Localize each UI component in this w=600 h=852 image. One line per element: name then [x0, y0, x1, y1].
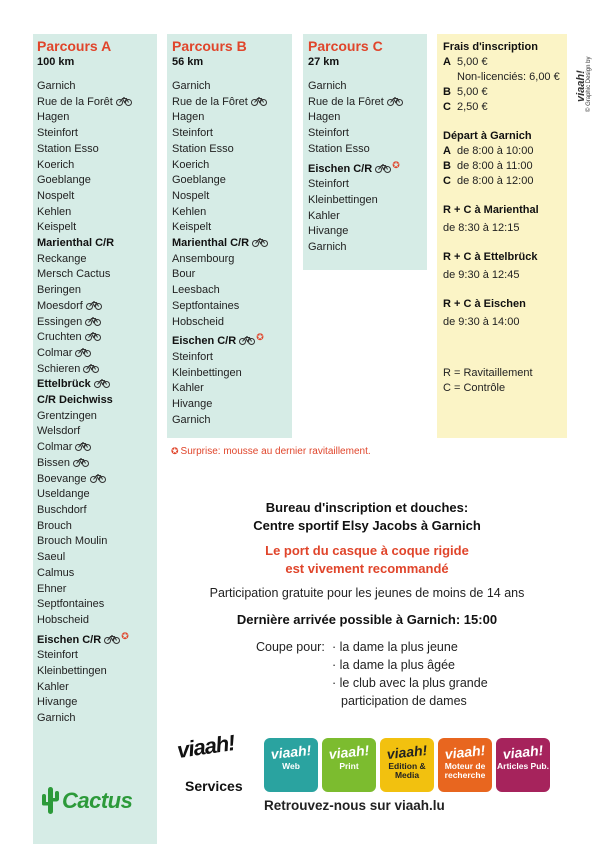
coupe-list [332, 638, 488, 710]
route-stop-name: Saeul [37, 551, 66, 564]
bicycle-icon [252, 238, 268, 247]
coupe-item: · la dame la plus âgée [332, 658, 455, 672]
route-stop [37, 648, 157, 664]
route-stop-name: Kleinbettingen [308, 193, 378, 206]
route-stop-name: Hobscheid [172, 315, 224, 328]
route-stop-name: Eischen C/R [172, 335, 237, 348]
surprise-note-text: Surprise: mousse au dernier ravitaillement. [180, 446, 371, 457]
bicycle-icon [75, 442, 91, 451]
route-stop-name: Essingen [37, 315, 83, 328]
route-stop [37, 79, 157, 95]
bicycle-icon [90, 474, 106, 483]
route-stop-name: Septfontaines [172, 299, 240, 312]
route-stop-name: Keispelt [37, 221, 77, 234]
route-stop [37, 393, 157, 409]
credit-text: © Graphic Design by [586, 56, 592, 112]
route-stop [37, 346, 157, 362]
tile-moteur-logo: viaah! [444, 741, 486, 763]
route-stop-name: Bour [172, 268, 196, 281]
tile-moteur-recherche [438, 738, 492, 792]
depart-c-row [443, 174, 567, 189]
route-stop-name: Colmar [37, 441, 73, 454]
route-stop-name: Eischen C/R [37, 633, 102, 646]
route-stop-name: Marienthal C/R [172, 237, 250, 250]
bicycle-icon [375, 164, 391, 173]
tile-print [322, 738, 376, 792]
route-stop [37, 299, 157, 315]
casque-line-1: Le port du casque à coque rigide [265, 543, 469, 558]
route-stop-name: Brouch [37, 519, 72, 532]
route-stop-name: Kleinbettingen [37, 665, 107, 678]
route-stop [37, 252, 157, 268]
route-stop-name: Steinfort [172, 350, 213, 363]
parcours-c-column [303, 34, 427, 270]
route-stop-name: Garnich [37, 80, 76, 92]
retrouvez-nous: Retrouvez-nous sur viaah.lu [264, 798, 445, 813]
fee-b-row [443, 85, 567, 100]
tile-edition-logo: viaah! [386, 741, 428, 763]
graphic-design-credit [570, 34, 596, 134]
route-stop [172, 381, 292, 397]
rc-ettelbruck-title: R + C à Ettelbrück [443, 251, 538, 263]
route-stop-name: Garnich [308, 80, 347, 92]
route-stop-name: Welsdorf [37, 425, 81, 438]
route-stop-name: Kehlen [172, 205, 207, 218]
cactus-icon [40, 785, 60, 815]
route-stop-name: Steinfort [37, 649, 78, 662]
rc-marienthal-time: de 8:30 à 12:15 [443, 222, 520, 234]
route-stop-name: Rue de la Fôret [308, 95, 384, 108]
route-stop-name: Bissen [37, 456, 71, 469]
route-stop-name: Steinfort [172, 127, 213, 140]
route-stop-name: Kahler [308, 209, 340, 222]
fees-title: Frais d'inscription [443, 41, 538, 53]
participation-note: Participation gratuite pour les jeunes de moins de 14 ans [209, 586, 525, 600]
depart-a-letter: A [443, 145, 451, 157]
route-stop-name: Hivange [308, 225, 349, 238]
route-stop [172, 397, 292, 413]
route-stop-name: Steinfort [37, 127, 78, 140]
viaah-credit-logo [574, 44, 588, 104]
route-stop-name: Koerich [172, 158, 210, 171]
route-stop-name: Keispelt [172, 221, 212, 234]
route-stop [37, 597, 157, 613]
tile-articles-logo: viaah! [502, 741, 544, 763]
route-stop-name: Koerich [37, 158, 75, 171]
route-stop-name: Rue de la Fôret [172, 95, 248, 108]
route-stop [172, 413, 292, 429]
depart-title: Départ à Garnich [443, 130, 532, 142]
parcours-b-distance: 56 km [172, 56, 204, 68]
bicycle-icon [85, 317, 101, 326]
viaah-services-logo [175, 730, 253, 798]
route-stop-name: Station Esso [308, 142, 370, 155]
coupe-label: Coupe pour: [256, 640, 325, 654]
route-stop-name: Kleinbettingen [172, 366, 242, 379]
route-stop-name: Calmus [37, 566, 75, 579]
bicycle-icon [83, 364, 99, 373]
bicycle-icon [73, 458, 89, 467]
parcours-c-distance: 27 km [308, 56, 340, 68]
coupe-item: · le club avec la plus grande [332, 676, 488, 690]
bureau-line-1: Bureau d'inscription et douches: [265, 500, 469, 515]
cactus-logo [40, 785, 156, 817]
route-stop [37, 158, 157, 174]
route-stop [172, 220, 292, 236]
rc-ettelbruck-time: de 9:30 à 12:45 [443, 269, 520, 281]
route-stop [308, 209, 427, 225]
route-stop [37, 519, 157, 535]
route-stop-name: Hagen [308, 111, 341, 124]
depart-a-row [443, 144, 567, 159]
route-stop [308, 95, 427, 111]
bicycle-icon [86, 301, 102, 310]
route-stop [37, 695, 157, 711]
viaah-services-label: Services [185, 778, 243, 794]
route-stop [37, 283, 157, 299]
tile-print-label: Print [339, 761, 359, 771]
route-stop-name: Schieren [37, 362, 81, 375]
route-stop [172, 252, 292, 268]
route-stop-name: Reckange [37, 252, 87, 265]
route-stop [37, 126, 157, 142]
route-stop [37, 613, 157, 629]
route-stop-name: Hivange [37, 696, 78, 709]
route-stop-name: Station Esso [172, 142, 234, 155]
tile-web-label: Web [282, 761, 300, 771]
info-column [437, 34, 567, 438]
legend-controle: C = Contrôle [443, 382, 506, 394]
route-stop-name: Nospelt [172, 189, 210, 202]
route-stop [37, 362, 157, 378]
bureau-line-2: Centre sportif Elsy Jacobs à Garnich [253, 518, 481, 533]
bicycle-icon [94, 379, 110, 388]
route-stop [308, 158, 427, 178]
route-stop [37, 95, 157, 111]
route-stop [37, 582, 157, 598]
route-stop [37, 487, 157, 503]
route-stop-name: Boevange [37, 472, 87, 485]
route-stop [37, 680, 157, 696]
route-stop [37, 409, 157, 425]
fee-b-letter: B [443, 86, 451, 98]
surprise-star-icon: ✪ [392, 159, 400, 170]
viaah-logo: viaah! [175, 730, 236, 763]
fee-a-row [443, 55, 567, 70]
route-stop-name: Cruchten [37, 331, 82, 344]
route-stop [172, 350, 292, 366]
route-stop [37, 550, 157, 566]
cactus-wordmark: Cactus [62, 788, 133, 813]
coupe-item: participation de dames [341, 694, 467, 708]
route-stop-name: Moesdorf [37, 299, 83, 312]
fee-c-letter: C [443, 101, 451, 113]
route-stop-name: Rue de la Forêt [37, 95, 113, 108]
parcours-c-stop-list [308, 79, 427, 256]
last-arrival-note: Dernière arrivée possible à Garnich: 15:00 [236, 612, 498, 627]
surprise-star-icon: ✪ [171, 446, 179, 456]
surprise-star-icon: ✪ [121, 630, 129, 641]
parcours-c-title: Parcours C [308, 38, 383, 54]
route-stop [172, 173, 292, 189]
route-stop [308, 110, 427, 126]
route-stop-name: Station Esso [37, 142, 99, 155]
parcours-b-column [167, 34, 292, 438]
route-stop [172, 366, 292, 382]
tile-web [264, 738, 318, 792]
tile-articles-label: Articles Pub. [497, 761, 549, 771]
route-stop-name: Ehner [37, 582, 67, 595]
parcours-a-distance: 100 km [37, 56, 75, 68]
route-stop-name: Hobscheid [37, 613, 89, 626]
parcours-a-title: Parcours A [37, 38, 112, 54]
route-stop-name: Garnich [308, 241, 347, 254]
legend-ravitaillement: R = Ravitaillement [443, 367, 533, 379]
route-stop-name: Ettelbrück [37, 378, 91, 391]
parcours-a-stop-list [37, 79, 157, 727]
route-stop [308, 79, 427, 95]
depart-b-letter: B [443, 160, 451, 172]
route-stop-name: C/R Deichwiss [37, 394, 113, 407]
route-stop-name: Kahler [172, 382, 204, 395]
route-stop-name: Steinfort [308, 178, 349, 191]
route-stop [37, 566, 157, 582]
route-stop [172, 283, 292, 299]
parcours-b-stop-list [172, 79, 292, 428]
bicycle-icon [251, 97, 267, 106]
route-stop [172, 95, 292, 111]
tile-edition-label: Edition & Media [388, 761, 426, 780]
route-stop-name: Garnich [172, 80, 211, 92]
rc-marienthal-title: R + C à Marienthal [443, 204, 539, 216]
route-stop-name: Septfontaines [37, 598, 105, 611]
route-stop [37, 456, 157, 472]
route-stop [308, 126, 427, 142]
route-stop [37, 330, 157, 346]
tile-print-logo: viaah! [328, 741, 370, 763]
route-stop [37, 142, 157, 158]
tile-moteur-label: Moteur de recherche [444, 761, 486, 780]
tile-articles-pub [496, 738, 550, 792]
route-stop [37, 424, 157, 440]
route-stop [37, 110, 157, 126]
route-stop-name: Goeblange [37, 174, 91, 187]
bicycle-icon [387, 97, 403, 106]
route-stop-name: Nospelt [37, 189, 75, 202]
depart-a-time: de 8:00 à 10:00 [457, 145, 534, 157]
depart-c-letter: C [443, 175, 451, 187]
depart-c-time: de 8:00 à 12:00 [457, 175, 534, 187]
route-stop [172, 142, 292, 158]
route-stop-name: Hagen [172, 111, 205, 124]
depart-b-time: de 8:00 à 11:00 [457, 160, 533, 172]
route-stop [308, 224, 427, 240]
route-stop [308, 240, 427, 256]
fee-c-row [443, 100, 567, 115]
route-stop [172, 299, 292, 315]
surprise-note [170, 446, 371, 457]
route-stop-name: Kehlen [37, 205, 72, 218]
route-stop [172, 205, 292, 221]
route-stop-name: Garnich [37, 712, 76, 725]
route-stop [37, 315, 157, 331]
bicycle-icon [85, 332, 101, 341]
route-stop-name: Garnich [172, 413, 211, 426]
route-stop [37, 664, 157, 680]
route-stop [37, 534, 157, 550]
bicycle-icon [239, 336, 255, 345]
route-stop-name: Leesbach [172, 284, 220, 297]
route-stop [37, 711, 157, 727]
tile-web-logo: viaah! [270, 741, 312, 763]
route-stop [172, 267, 292, 283]
route-stop [172, 158, 292, 174]
route-stop [37, 189, 157, 205]
route-stop [37, 377, 157, 393]
route-stop-name: Goeblange [172, 174, 226, 187]
fee-a-value: 5,00 € [457, 56, 488, 68]
depart-b-row [443, 159, 567, 174]
route-stop [37, 220, 157, 236]
route-stop-name: Ansembourg [172, 252, 235, 265]
bicycle-icon [104, 635, 120, 644]
fee-a-note: Non-licenciés: 6,00 € [457, 71, 560, 83]
route-stop-name: Buschdorf [37, 503, 87, 516]
route-stop [308, 142, 427, 158]
route-stop [37, 472, 157, 488]
route-stop [172, 126, 292, 142]
route-stop-name: Steinfort [308, 127, 349, 140]
surprise-star-icon: ✪ [256, 332, 264, 343]
route-stop [172, 110, 292, 126]
route-stop-name: Useldange [37, 488, 90, 501]
route-stop-name: Beringen [37, 284, 82, 297]
route-stop [308, 177, 427, 193]
route-stop-name: Colmar [37, 346, 73, 359]
fee-a-letter: A [443, 56, 451, 68]
route-stop-name: Kahler [37, 680, 69, 693]
route-stop [172, 79, 292, 95]
route-stop [37, 267, 157, 283]
route-stop [172, 236, 292, 252]
route-stop [37, 236, 157, 252]
route-stop [37, 173, 157, 189]
route-stop [308, 193, 427, 209]
route-stop-name: Marienthal C/R [37, 237, 115, 250]
route-stop-name: Eischen C/R [308, 162, 373, 175]
route-stop [37, 629, 157, 649]
tile-edition-media [380, 738, 434, 792]
route-stop-name: Grentzingen [37, 409, 97, 422]
route-stop [37, 503, 157, 519]
parcours-a-column [33, 34, 157, 844]
route-stop [37, 440, 157, 456]
rc-eischen-title: R + C à Eischen [443, 298, 526, 310]
casque-line-2: est vivement recommandé [285, 561, 449, 576]
route-stop-name: Brouch Moulin [37, 535, 108, 548]
bicycle-icon [116, 97, 132, 106]
bicycle-icon [75, 348, 91, 357]
coupe-item: · la dame la plus jeune [332, 640, 458, 654]
route-stop-name: Hagen [37, 111, 70, 124]
fee-c-value: 2,50 € [457, 101, 488, 113]
route-stop-name: Hivange [172, 398, 213, 411]
route-stop [37, 205, 157, 221]
parcours-b-title: Parcours B [172, 38, 247, 54]
svg-text:viaah!: viaah! [575, 70, 587, 102]
route-stop [172, 189, 292, 205]
route-stop [172, 315, 292, 331]
route-stop-name: Mersch Cactus [37, 268, 111, 281]
fee-b-value: 5,00 € [457, 86, 488, 98]
rc-eischen-time: de 9:30 à 14:00 [443, 316, 520, 328]
route-stop [172, 330, 292, 350]
